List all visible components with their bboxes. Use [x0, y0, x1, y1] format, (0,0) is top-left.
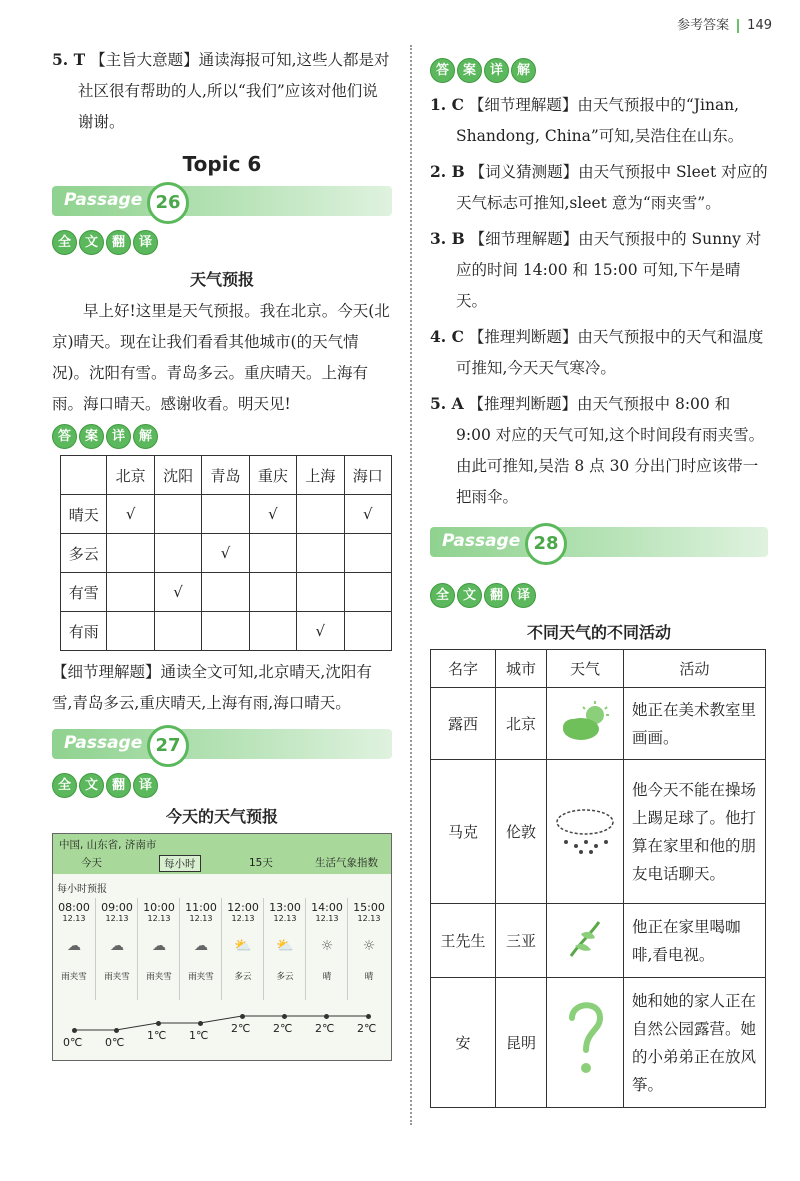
- hour-condition: 雨夹雪: [61, 972, 87, 982]
- table-header: 名字: [431, 650, 496, 688]
- rain-cloud-icon: [547, 760, 624, 904]
- badge-char: 翻: [106, 230, 131, 255]
- passage-number: 27: [147, 725, 189, 767]
- hour-date: 12.13: [189, 914, 213, 923]
- table-header: 海口: [344, 456, 391, 495]
- city: 三亚: [496, 904, 547, 978]
- table-row: [431, 688, 766, 760]
- badge-char: 案: [457, 58, 482, 83]
- badge-char: 答: [52, 424, 77, 449]
- topic-title: Topic 6: [182, 152, 262, 176]
- table-cell: √: [107, 495, 154, 534]
- table-header: 天气: [547, 650, 624, 688]
- table-row: [61, 534, 392, 573]
- table-cell: [107, 534, 154, 573]
- table-row: [431, 760, 766, 904]
- answer-number: 4. C: [430, 327, 464, 346]
- activity-text: 他正在家里喝咖啡,看电视。: [624, 904, 766, 978]
- passage-label: Passage: [64, 190, 143, 210]
- temperature-point: [366, 1014, 371, 1019]
- sleet-icon: ☁: [110, 938, 124, 954]
- row-label: 有雪: [61, 573, 107, 612]
- header-label: 参考答案: [677, 18, 730, 33]
- table-cell: [249, 534, 296, 573]
- partly-cloudy-icon: ⛅: [276, 938, 294, 954]
- translation-badge: [52, 230, 158, 255]
- hour-time: 08:00: [58, 901, 90, 914]
- column-divider: [410, 45, 412, 1125]
- table-header: 重庆: [249, 456, 296, 495]
- badge-char: 全: [52, 773, 77, 798]
- sleet-icon: ☁: [67, 938, 81, 954]
- temperature-point: [114, 1028, 119, 1033]
- translation-badge: [52, 773, 158, 798]
- person-name: 马克: [431, 760, 496, 904]
- translation-badge: [430, 583, 536, 608]
- activity-table: [430, 649, 766, 1108]
- table-cell: [297, 573, 344, 612]
- passage-label: Passage: [64, 733, 143, 753]
- answer-text: 【推理判断题】由天气预报中 8:00 和 9:00 对应的天气可知,这个时间段有雨夹雪。由此可推知,吴浩 8 点 30 分出门时应该带一把雨伞。: [456, 395, 765, 506]
- passage-26-explanation: 【细节理解题】通读全文可知,北京晴天,沈阳有雪,青岛多云,重庆晴天,上海有雨,海口晴天。: [52, 663, 372, 712]
- temperature-point: [198, 1021, 203, 1026]
- answer-2: [430, 156, 768, 219]
- page-number: 149: [747, 18, 772, 33]
- badge-char: 文: [79, 773, 104, 798]
- header-separator: [737, 19, 739, 33]
- hour-date: 12.13: [315, 914, 339, 923]
- table-cell: [154, 534, 201, 573]
- hour-date: 12.13: [357, 914, 381, 923]
- passage-28-bar: [430, 527, 768, 557]
- temperature-label: 2℃: [273, 1022, 293, 1035]
- temperature-point: [72, 1028, 77, 1033]
- temperature-line: [53, 834, 391, 1060]
- badge-char: 全: [430, 583, 455, 608]
- temperature-point: [324, 1014, 329, 1019]
- answer-badge: [430, 58, 536, 83]
- hour-time: 12:00: [227, 901, 259, 914]
- table-cell: [249, 573, 296, 612]
- wind-icon: [547, 904, 624, 978]
- table-cell: [297, 495, 344, 534]
- hour-date: 12.13: [231, 914, 255, 923]
- table-header: 城市: [496, 650, 547, 688]
- table-cell: [249, 612, 296, 651]
- table-cell: [202, 495, 249, 534]
- answer-badge: [52, 424, 158, 449]
- partly-cloudy-icon: [547, 688, 624, 760]
- passage-27-bar: [52, 729, 392, 759]
- page-header: [677, 14, 772, 33]
- table-cell: [154, 612, 201, 651]
- badge-char: 文: [457, 583, 482, 608]
- table-row: [431, 904, 766, 978]
- answer-text: 【推理判断题】由天气预报中的天气和温度可推知,今天天气寒冷。: [456, 328, 764, 377]
- answer-4: [430, 321, 768, 384]
- table-header: 沈阳: [154, 456, 201, 495]
- table-cell: [107, 612, 154, 651]
- badge-char: 案: [79, 424, 104, 449]
- hour-time: 10:00: [143, 901, 175, 914]
- table-row: [61, 573, 392, 612]
- answer-1: [430, 89, 768, 152]
- passage-28-title: 不同天气的不同活动: [526, 623, 671, 642]
- table-cell: [107, 573, 154, 612]
- hour-time: 13:00: [269, 901, 301, 914]
- answer-text: 【词义猜测题】由天气预报中 Sleet 对应的天气标志可推知,sleet 意为“雨夹雪”。: [456, 163, 768, 212]
- table-cell: [344, 534, 391, 573]
- table-cell: [344, 612, 391, 651]
- passage-label: Passage: [442, 531, 521, 551]
- answer-number: 2. B: [430, 162, 465, 181]
- answer-number: 3. B: [430, 229, 465, 248]
- badge-char: 解: [511, 58, 536, 83]
- temperature-label: 2℃: [315, 1022, 335, 1035]
- table-row: [61, 495, 392, 534]
- badge-char: 翻: [484, 583, 509, 608]
- hour-date: 12.13: [62, 914, 86, 923]
- hour-time: 11:00: [185, 901, 217, 914]
- row-label: 有雨: [61, 612, 107, 651]
- temperature-point: [156, 1021, 161, 1026]
- tab-today[interactable]: 今天: [81, 857, 102, 869]
- temperature-point: [240, 1014, 245, 1019]
- table-cell: √: [344, 495, 391, 534]
- table-cell: √: [202, 534, 249, 573]
- sleet-icon: ☁: [152, 938, 166, 954]
- badge-char: 译: [133, 230, 158, 255]
- hourly-label: 每小时预报: [57, 884, 107, 895]
- weather-forecast-widget: [52, 833, 392, 1061]
- tab-15days[interactable]: 15天: [249, 857, 273, 869]
- passage-26-body: 早上好!这里是天气预报。我在北京。今天(北京)晴天。现在让我们看看其他城市(的天气情况)。沈阳有雪。青岛多云。重庆晴天。上海有雨。海口晴天。感谢收看。明天见!: [52, 302, 390, 413]
- temperature-label: 1℃: [147, 1029, 167, 1042]
- question-mark-icon: [547, 978, 624, 1108]
- table-cell: [154, 495, 201, 534]
- hour-time: 09:00: [101, 901, 133, 914]
- sleet-icon: ☁: [194, 938, 208, 954]
- passage-26-bar: [52, 186, 392, 216]
- hour-condition: 雨夹雪: [104, 972, 130, 982]
- forecast-location: 中国, 山东省, 济南市: [59, 839, 157, 851]
- temperature-label: 0℃: [105, 1036, 125, 1049]
- badge-char: 详: [484, 58, 509, 83]
- hour-condition: 雨夹雪: [188, 972, 214, 982]
- activity-text: 他今天不能在操场上踢足球了。他打算在家里和他的朋友电话聊天。: [624, 760, 766, 904]
- hour-condition: 晴: [322, 972, 332, 982]
- hour-time: 14:00: [311, 901, 343, 914]
- hour-condition: 多云: [234, 972, 252, 982]
- partly-cloudy-icon: ⛅: [234, 938, 252, 954]
- temperature-label: 2℃: [357, 1022, 377, 1035]
- passage-number: 28: [525, 523, 567, 565]
- hour-date: 12.13: [273, 914, 297, 923]
- answer-5: [430, 388, 768, 513]
- hour-date: 12.13: [147, 914, 171, 923]
- badge-char: 全: [52, 230, 77, 255]
- person-name: 安: [431, 978, 496, 1108]
- table-cell: √: [297, 612, 344, 651]
- table-cell: [297, 534, 344, 573]
- table-header: 北京: [107, 456, 154, 495]
- left-column: [52, 44, 392, 1061]
- table-row: [61, 612, 392, 651]
- temperature-label: 1℃: [189, 1029, 209, 1042]
- table-corner: [61, 456, 107, 495]
- activity-text: 她正在美术教室里画画。: [624, 688, 766, 760]
- answer-t5: [52, 44, 392, 138]
- tab-life-index[interactable]: 生活气象指数: [315, 857, 378, 869]
- passage-26-title: 天气预报: [189, 270, 254, 289]
- answer-3: [430, 223, 768, 317]
- person-name: 露西: [431, 688, 496, 760]
- row-label: 晴天: [61, 495, 107, 534]
- table-cell: [202, 612, 249, 651]
- badge-char: 答: [430, 58, 455, 83]
- table-cell: √: [249, 495, 296, 534]
- temperature-label: 0℃: [63, 1036, 83, 1049]
- table-cell: √: [154, 573, 201, 612]
- sun-icon: ☼: [320, 938, 334, 954]
- answer-text: 【主旨大意题】通读海报可知,这些人都是对社区很有帮助的人,所以“我们”应该对他们说谢谢。: [78, 51, 390, 131]
- answer-text: 【细节理解题】由天气预报中的“Jinan, Shandong, China”可知,吴浩住在山东。: [456, 96, 744, 145]
- answer-number: 5. A: [430, 394, 464, 413]
- table-header: 上海: [297, 456, 344, 495]
- activity-text: 她和她的家人正在自然公园露营。她的小弟弟正在放风筝。: [624, 978, 766, 1108]
- answer-number: 5. T: [52, 50, 86, 69]
- passage-27-title: 今天的天气预报: [165, 807, 278, 826]
- badge-char: 翻: [106, 773, 131, 798]
- hour-condition: 多云: [276, 972, 294, 982]
- sun-icon: ☼: [362, 938, 376, 954]
- badge-char: 译: [133, 773, 158, 798]
- city: 昆明: [496, 978, 547, 1108]
- badge-char: 解: [133, 424, 158, 449]
- hour-time: 15:00: [353, 901, 385, 914]
- hour-condition: 雨夹雪: [146, 972, 172, 982]
- temperature-label: 2℃: [231, 1022, 251, 1035]
- hour-condition: 晴: [364, 972, 374, 982]
- table-row: [431, 978, 766, 1108]
- row-label: 多云: [61, 534, 107, 573]
- passage-number: 26: [147, 182, 189, 224]
- answer-text: 【细节理解题】由天气预报中的 Sunny 对应的时间 14:00 和 15:00 可知,下午是晴天。: [456, 230, 762, 310]
- person-name: 王先生: [431, 904, 496, 978]
- table-header: 活动: [624, 650, 766, 688]
- answer-number: 1. C: [430, 95, 464, 114]
- badge-char: 文: [79, 230, 104, 255]
- hour-date: 12.13: [105, 914, 129, 923]
- city: 伦敦: [496, 760, 547, 904]
- badge-char: 详: [106, 424, 131, 449]
- right-column: [430, 44, 768, 1108]
- weather-city-table: [60, 455, 392, 651]
- table-cell: [202, 573, 249, 612]
- temperature-point: [282, 1014, 287, 1019]
- table-cell: [344, 573, 391, 612]
- city: 北京: [496, 688, 547, 760]
- tab-hourly[interactable]: 每小时: [159, 855, 201, 872]
- badge-char: 译: [511, 583, 536, 608]
- table-header: 青岛: [202, 456, 249, 495]
